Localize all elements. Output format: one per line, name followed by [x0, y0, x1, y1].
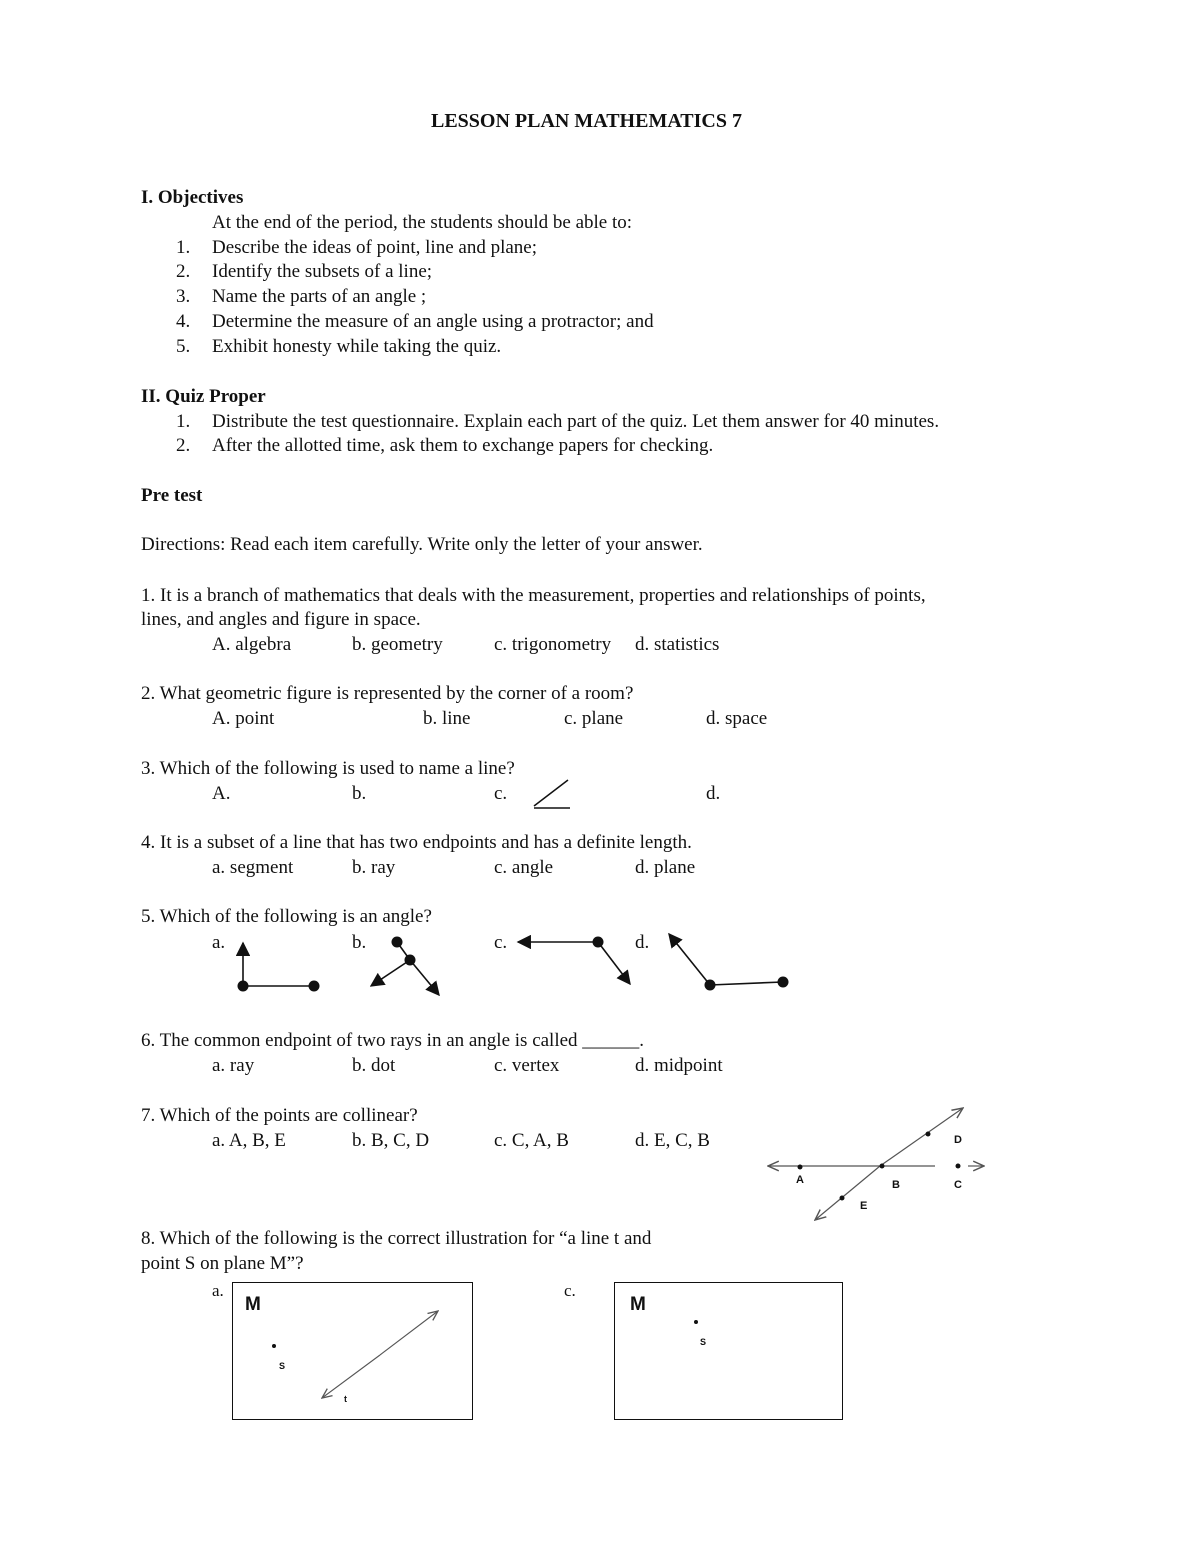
objective-number: 3. — [176, 286, 191, 307]
label-c: C — [954, 1179, 962, 1191]
objective-number: 2. — [176, 261, 191, 282]
choice-c: c. — [494, 932, 508, 953]
plane-a-line-label: t — [344, 1394, 347, 1404]
label-d: D — [954, 1134, 962, 1146]
quiz-step-text: After the allotted time, ask them to exchange papers for checking. — [212, 435, 714, 456]
objective-text: Identify the subsets of a line; — [212, 261, 433, 282]
choice-d: d. statistics — [635, 634, 720, 655]
page-title: LESSON PLAN MATHEMATICS 7 — [431, 110, 742, 132]
choice-b: b. dot — [352, 1055, 396, 1076]
objective-number: 5. — [176, 336, 191, 357]
label-b: B — [892, 1179, 900, 1191]
choice-c: c. angle — [494, 857, 554, 878]
question-5-text: 5. Which of the following is an angle? — [141, 906, 432, 927]
choice-a: a. segment — [212, 857, 294, 878]
choice-c: c. trigonometry — [494, 634, 612, 655]
question-3-text: 3. Which of the following is used to name a line? — [141, 758, 515, 779]
choice-b: b. — [352, 932, 367, 953]
quiz-step-number: 2. — [176, 435, 191, 456]
choice-d: d. plane — [635, 857, 696, 878]
plane-a-label: M — [245, 1294, 261, 1315]
objective-text: Exhibit honesty while taking the quiz. — [212, 336, 502, 357]
question-8-text: 8. Which of the following is the correct illustration for “a line t and — [141, 1228, 652, 1249]
objectives-intro: At the end of the period, the students should be able to: — [212, 212, 633, 233]
choice-a: A. point — [212, 708, 275, 729]
choice-a: A. algebra — [212, 634, 292, 655]
choice-b: b. line — [423, 708, 471, 729]
question-4-text: 4. It is a subset of a line that has two endpoints and has a definite length. — [141, 832, 692, 853]
choice-d: d. E, C, B — [635, 1130, 710, 1151]
choice-c: c. vertex — [494, 1055, 560, 1076]
objective-text: Name the parts of an angle ; — [212, 286, 427, 307]
point-s — [272, 1344, 276, 1348]
choice-b: b. — [352, 783, 367, 804]
quiz-step-text: Distribute the test questionnaire. Explain each part of the quiz. Let them answer for 40 minutes. — [212, 411, 940, 432]
choice-c: c. C, A, B — [494, 1130, 569, 1151]
choice-a: a. — [212, 932, 226, 953]
pretest-heading: Pre test — [141, 485, 203, 506]
question-6-text: 6. The common endpoint of two rays in an angle is called ______. — [141, 1030, 645, 1051]
question-1-text: lines, and angles and figure in space. — [141, 609, 421, 630]
choice-a: a. — [212, 1281, 224, 1300]
choice-b: b. ray — [352, 857, 396, 878]
question-7-text: 7. Which of the points are collinear? — [141, 1105, 418, 1126]
label-a: A — [796, 1174, 804, 1186]
plane-c-point-label: S — [700, 1337, 707, 1347]
objectives-heading: I. Objectives — [141, 187, 244, 208]
question-2-text: 2. What geometric figure is represented by the corner of a room? — [141, 683, 634, 704]
choice-a: a. A, B, E — [212, 1130, 286, 1151]
choice-c: c. — [564, 1281, 576, 1300]
objective-number: 4. — [176, 311, 191, 332]
objective-text: Describe the ideas of point, line and plane; — [212, 237, 538, 258]
choice-c: c. plane — [564, 708, 624, 729]
question-1-text: 1. It is a branch of mathematics that deals with the measurement, properties and relationships of points, — [141, 585, 926, 606]
plane-c-label: M — [630, 1294, 646, 1315]
choice-d: d. — [706, 783, 721, 804]
plane-c-box — [614, 1282, 843, 1420]
quiz-proper-heading: II. Quiz Proper — [141, 386, 266, 407]
choice-a: a. ray — [212, 1055, 255, 1076]
plane-a-point-label: S — [279, 1361, 286, 1371]
objective-number: 1. — [176, 237, 191, 258]
objective-text: Determine the measure of an angle using a protractor; and — [212, 311, 654, 332]
quiz-step-number: 1. — [176, 411, 191, 432]
choice-a: A. — [212, 783, 231, 804]
choice-d: d. midpoint — [635, 1055, 723, 1076]
choice-b: b. geometry — [352, 634, 443, 655]
choice-d: d. — [635, 932, 650, 953]
choice-d: d. space — [706, 708, 768, 729]
choice-b: b. B, C, D — [352, 1130, 430, 1151]
directions: Directions: Read each item carefully. Write only the letter of your answer. — [141, 534, 703, 555]
label-e: E — [860, 1200, 868, 1212]
question-8-text: point S on plane M”? — [141, 1253, 304, 1274]
choice-c: c. — [494, 783, 508, 804]
